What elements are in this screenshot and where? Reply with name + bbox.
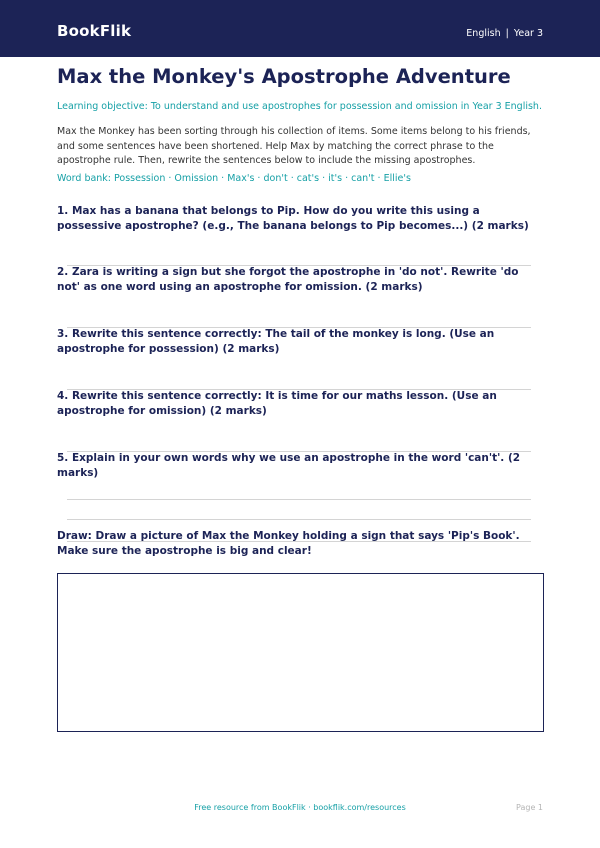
page-title: Max the Monkey's Apostrophe Adventure [57,65,511,88]
year-label: Year 3 [513,28,543,39]
subject-label: English [466,28,501,39]
question-4: 4. Rewrite this sentence correctly: It is time for our maths lesson. (Use an apostrophe for omission) (2 marks) [57,390,497,417]
header-separator: | [505,28,509,39]
question-1: 1. Max has a banana that belongs to Pip. How do you write this using a possessive apostrophe? (e.g., The banana belongs to Pip becomes...) (2 marks) [57,205,529,232]
learning-objective: Learning objective: To understand and use apostrophes for possession and omission in Year 3 English. [57,101,542,112]
intro-text: Max the Monkey has been sorting through his collection of items. Some items belong to his friends, and some sentences have been shortened. Help Max by matching the correct phrase to the apostrophe rule. Then, rewrite the sentences below to include the missing apostrophes. [57,126,531,166]
draw-question: Draw: Draw a picture of Max the Monkey holding a sign that says 'Pip's Book'. Make sure the apostrophe is big and clear! [57,530,520,557]
drawing-area[interactable] [57,573,544,732]
brand-logo: BookFlik [57,22,132,40]
header-meta [466,28,543,39]
word-bank: Word bank: Possession · Omission · Max's · don't · cat's · it's · can't · Ellie's [57,173,411,184]
question-5: 5. Explain in your own words why we use an apostrophe in the word 'can't'. (2 marks) [57,452,521,479]
answer-line[interactable] [67,499,531,500]
page-number: Page 1 [516,803,543,812]
page-header [0,0,600,57]
question-3: 3. Rewrite this sentence correctly: The tail of the monkey is long. (Use an apostrophe for possession) (2 marks) [57,328,495,355]
answer-line[interactable] [67,519,531,520]
question-2: 2. Zara is writing a sign but she forgot the apostrophe in 'do not'. Rewrite 'do not' as one word using an apostrophe for omission. (2 marks) [57,266,519,293]
footer-resource: Free resource from BookFlik · bookflik.com/resources [194,803,406,812]
